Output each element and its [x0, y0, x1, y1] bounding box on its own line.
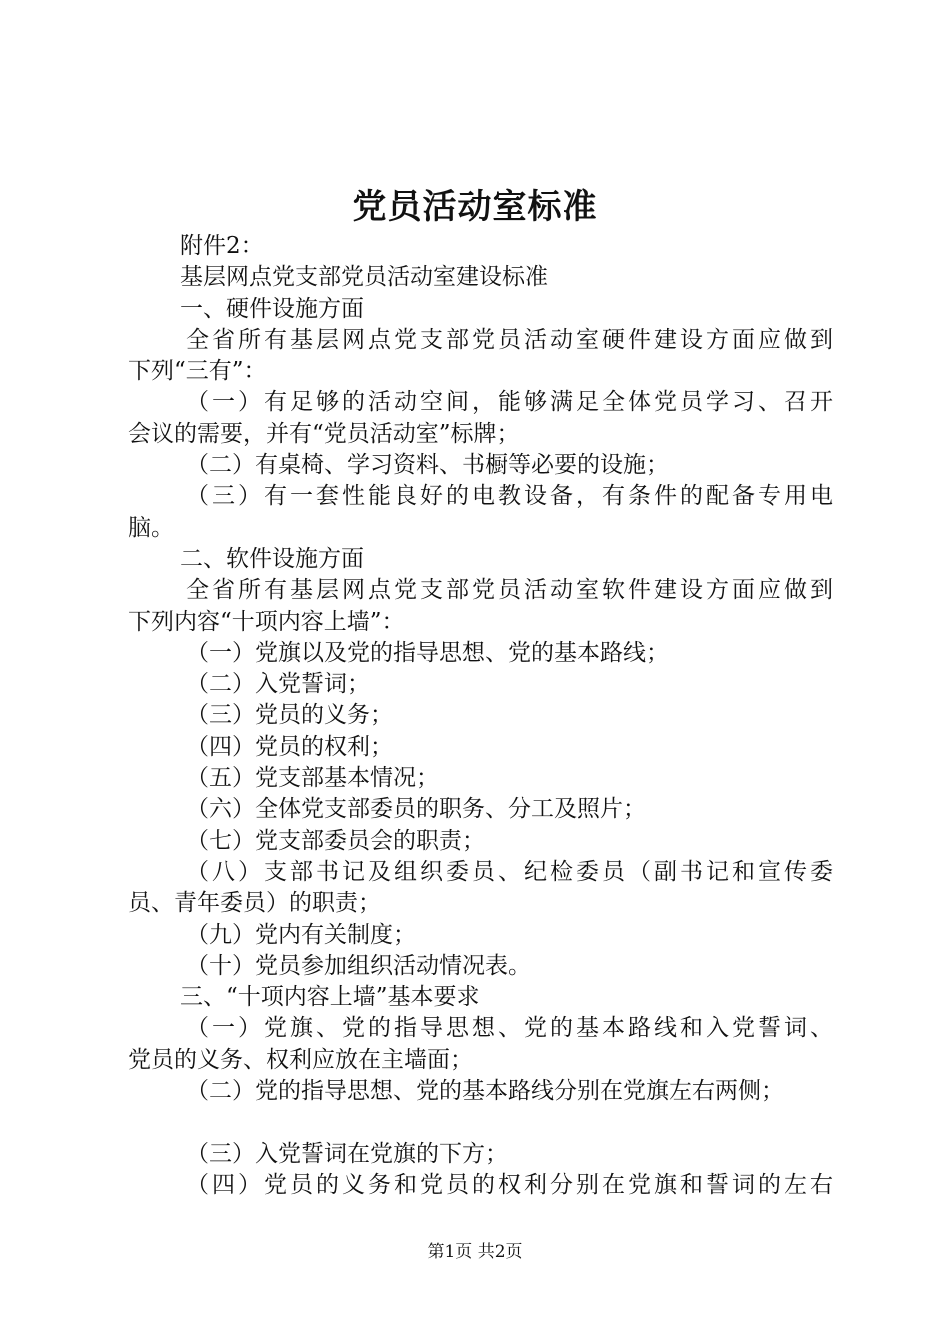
list-item: （二）党的指导思想、党的基本路线分别在党旗左右两侧；	[186, 1078, 784, 1105]
list-item: （三）入党誓词在党旗的下方；	[186, 1140, 508, 1167]
paragraph-line: 下列内容“十项内容上墙”：	[128, 608, 405, 635]
list-item: （六）全体党支部委员的职务、分工及照片；	[186, 796, 646, 823]
list-item: （一）有足够的活动空间，能够满足全体党员学习、召开	[186, 389, 833, 416]
list-item: （八）支部书记及组织委员、纪检委员（副书记和宣传委	[186, 858, 833, 885]
list-item: （一）党旗、党的指导思想、党的基本路线和入党誓词、	[186, 1015, 833, 1042]
list-item: （二）入党誓词；	[186, 671, 370, 698]
document-body	[128, 231, 843, 1201]
paragraph-line: 全省所有基层网点党支部党员活动室软件建设方面应做到	[186, 577, 833, 604]
list-item-continuation: 脑。	[128, 514, 174, 541]
paragraph-line: 下列“三有”：	[128, 358, 267, 385]
list-item: （九）党内有关制度；	[186, 921, 416, 948]
list-item-continuation: 党员的义务、权利应放在主墙面；	[128, 1046, 473, 1073]
section-heading-requirements: 三、“十项内容上墙”基本要求	[180, 984, 480, 1011]
document-title: 党员活动室标准	[352, 187, 598, 227]
attachment-label: 附件2：	[180, 233, 264, 259]
paragraph-line: 全省所有基层网点党支部党员活动室硬件建设方面应做到	[186, 326, 833, 353]
blank-line	[128, 1107, 843, 1138]
list-item-continuation: 会议的需要，并有“党员活动室”标牌；	[128, 420, 520, 447]
page-footer: 第1页 共2页	[427, 1242, 523, 1262]
list-item: （三）有一套性能良好的电教设备，有条件的配备专用电	[186, 483, 833, 510]
subtitle: 基层网点党支部党员活动室建设标准	[180, 264, 548, 291]
list-item: （七）党支部委员会的职责；	[186, 827, 485, 854]
list-item: （五）党支部基本情况；	[186, 765, 439, 792]
list-item: （二）有桌椅、学习资料、书橱等必要的设施；	[186, 452, 669, 479]
list-item: （四）党员的权利；	[186, 733, 393, 760]
section-heading-hardware: 一、硬件设施方面	[180, 295, 364, 322]
list-item: （十）党员参加组织活动情况表。	[186, 952, 531, 979]
list-item: （一）党旗以及党的指导思想、党的基本路线；	[186, 639, 669, 666]
section-heading-software: 二、软件设施方面	[180, 545, 364, 572]
list-item: （四）党员的义务和党员的权利分别在党旗和誓词的左右	[186, 1171, 833, 1198]
list-item: （三）党员的义务；	[186, 702, 393, 729]
list-item-continuation: 员、青年委员）的职责；	[128, 890, 381, 917]
